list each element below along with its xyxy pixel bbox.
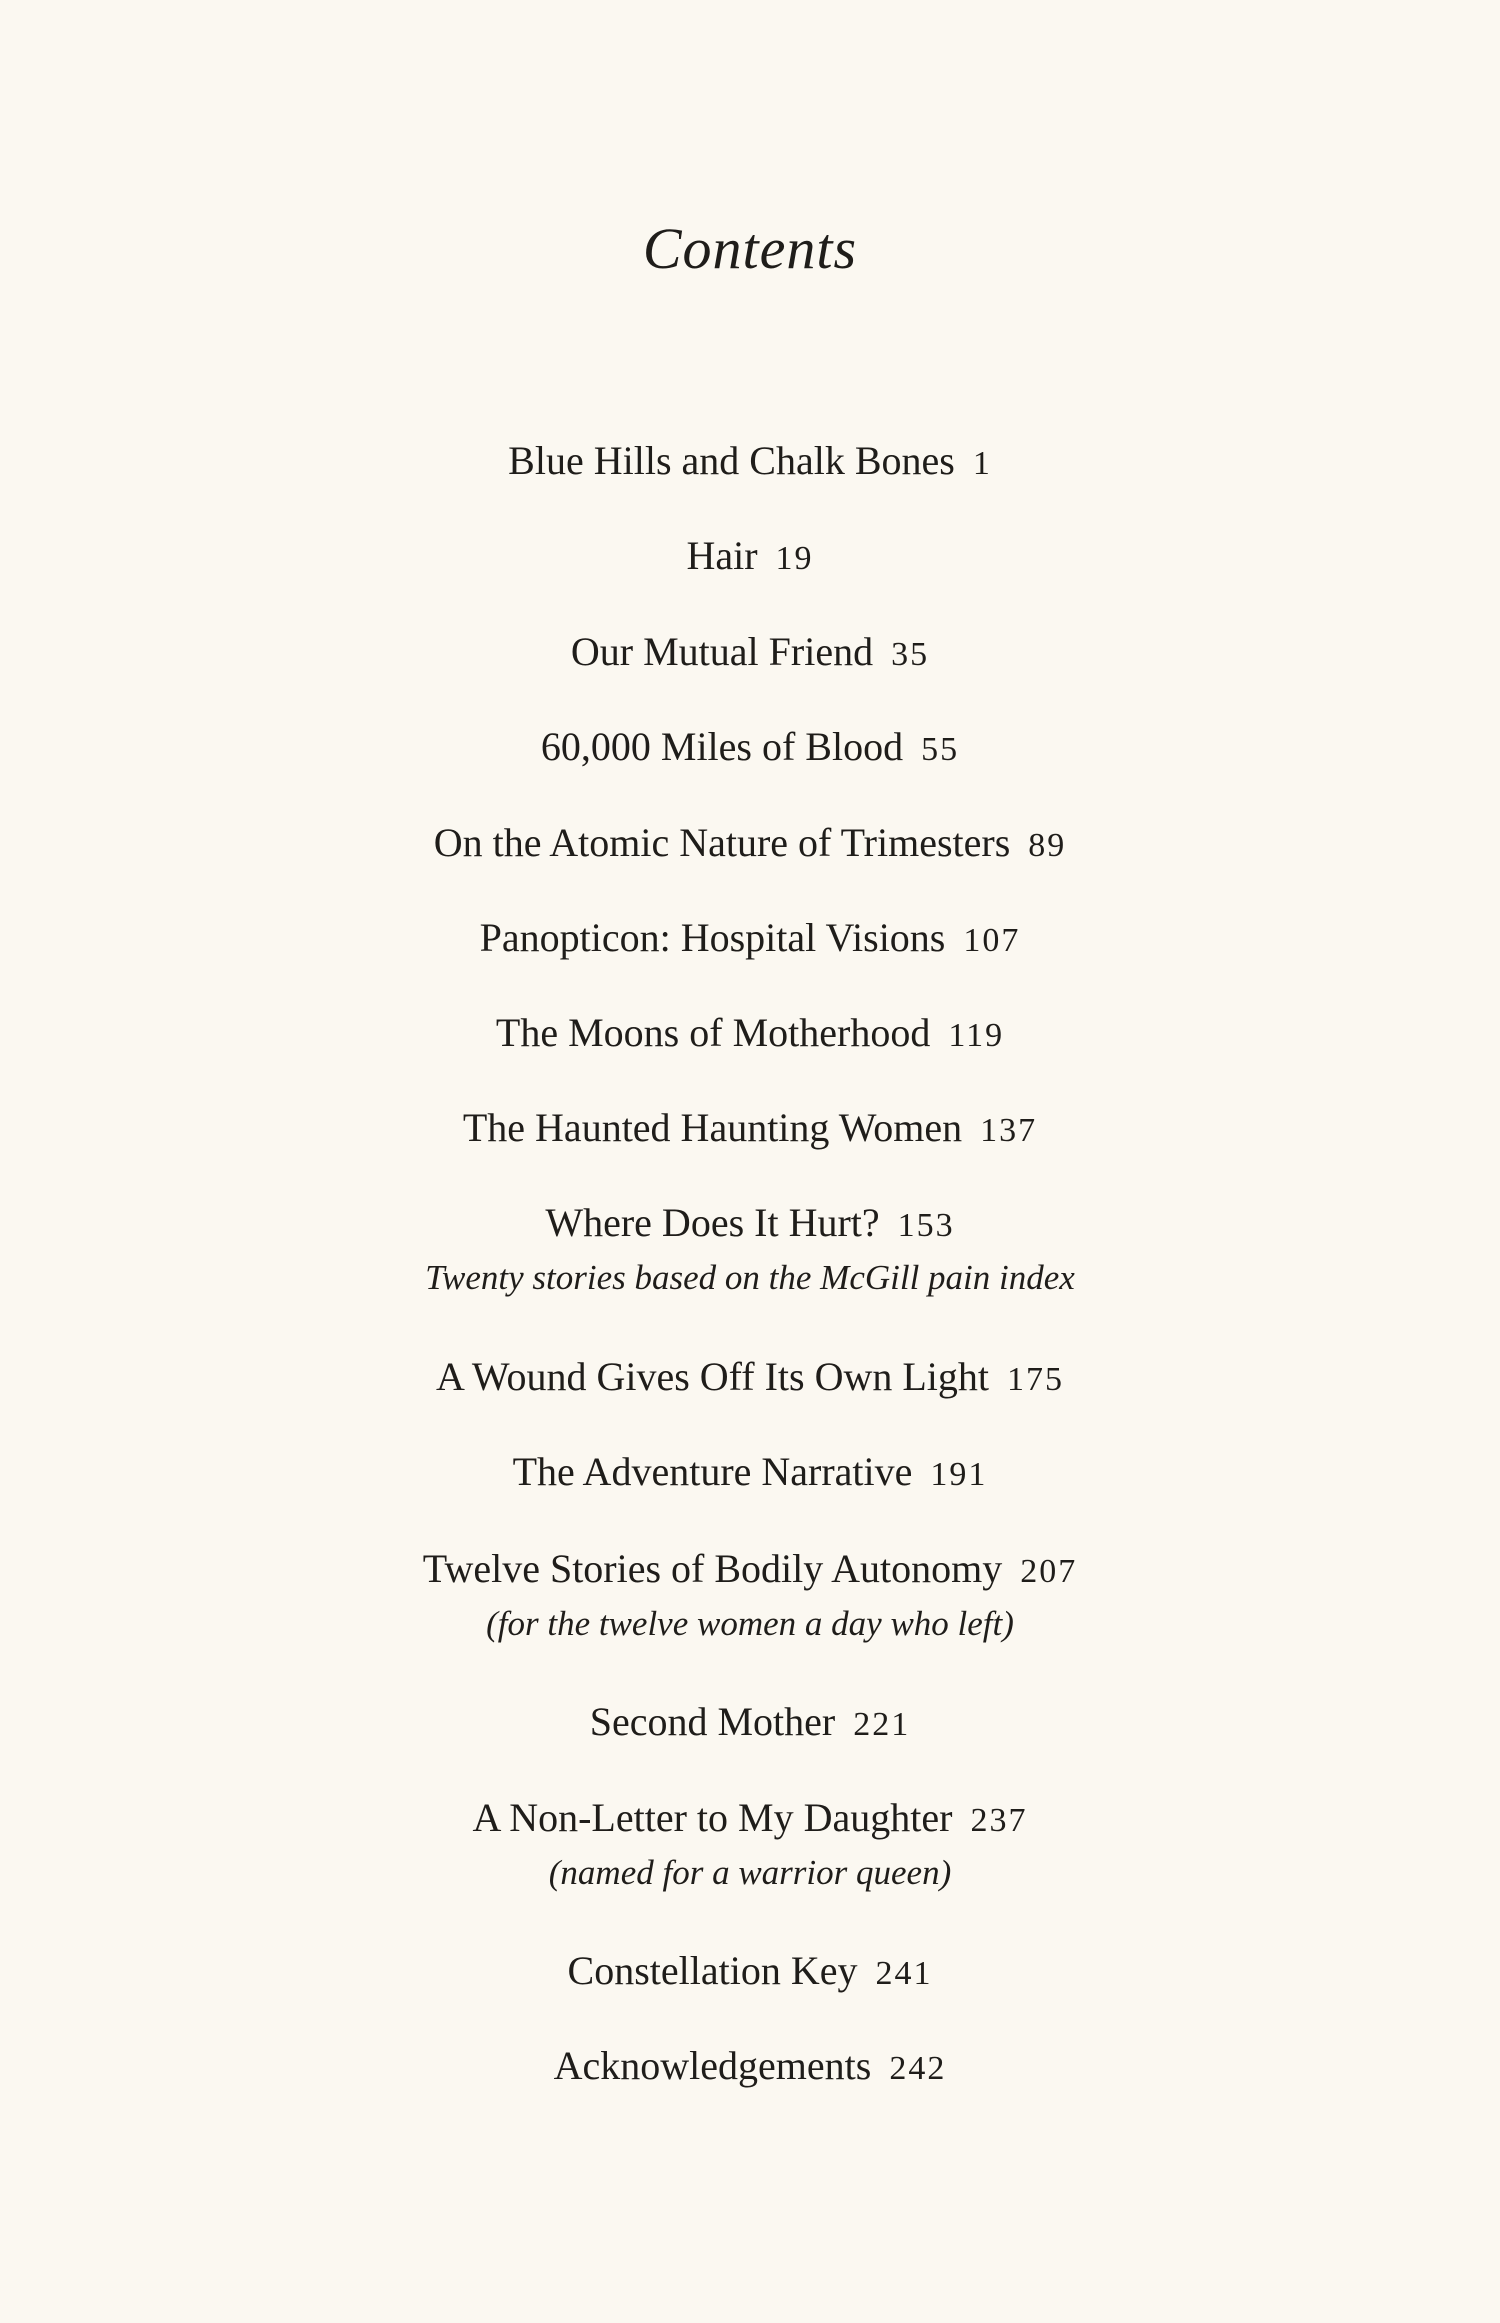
toc-entry-title: Acknowledgements — [553, 2043, 872, 2088]
toc-entry-page: 191 — [930, 1456, 988, 1493]
toc-entry-line — [0, 1446, 1500, 1501]
toc-entry-page: 237 — [970, 1802, 1028, 1839]
toc-entry-line — [0, 1696, 1500, 1751]
toc-entry-page: 55 — [921, 731, 960, 768]
toc-entry — [0, 1197, 1500, 1300]
toc-entry-line — [0, 1197, 1500, 1252]
toc-entry-page: 89 — [1028, 827, 1067, 864]
toc-entry-title: The Moons of Motherhood — [495, 1010, 931, 1055]
toc-entry-page: 35 — [891, 636, 930, 673]
toc-entry — [0, 912, 1500, 967]
toc-entry-page: 119 — [948, 1017, 1005, 1054]
toc-entry-line — [0, 1945, 1500, 2000]
toc-entry — [0, 1792, 1500, 1895]
toc-entry-page: 175 — [1007, 1361, 1065, 1398]
toc-entry-title: Blue Hills and Chalk Bones — [508, 438, 955, 483]
toc-entry — [0, 530, 1500, 585]
toc-entry — [0, 435, 1500, 490]
page-title: Contents — [642, 216, 858, 281]
toc-entry-title: The Haunted Haunting Women — [462, 1105, 963, 1150]
toc-entry-page: 153 — [897, 1207, 955, 1244]
toc-entry — [0, 1446, 1500, 1501]
toc-entry-line — [0, 626, 1500, 681]
toc-entry-line — [0, 435, 1500, 490]
toc-entry-title: Twelve Stories of Bodily Autonomy — [422, 1546, 1003, 1591]
toc-entry-page: 107 — [963, 922, 1021, 959]
toc-entry — [0, 721, 1500, 776]
toc-entry-line — [0, 530, 1500, 585]
toc-entry — [0, 1543, 1500, 1646]
toc-entry-title: Panopticon: Hospital Visions — [479, 915, 946, 960]
toc-entry — [0, 1351, 1500, 1406]
toc-entry-page: 221 — [853, 1706, 911, 1743]
toc-entry — [0, 1007, 1500, 1062]
toc-entry — [0, 1696, 1500, 1751]
toc-entry-line — [0, 721, 1500, 776]
toc-entry — [0, 1102, 1500, 1157]
toc-entry-line — [0, 1351, 1500, 1406]
toc-entry-title: On the Atomic Nature of Trimesters — [433, 820, 1011, 865]
toc-entry-title: 60,000 Miles of Blood — [540, 724, 904, 769]
toc-entry-subtitle: (for the twelve women a day who left) — [486, 1604, 1014, 1643]
toc-entry-line — [0, 912, 1500, 967]
toc-entry-page: 207 — [1020, 1553, 1078, 1590]
toc-entry — [0, 1945, 1500, 2000]
toc-entry-line — [0, 1007, 1500, 1062]
toc-entry-line — [0, 1543, 1500, 1598]
toc-entry-title: The Adventure Narrative — [512, 1449, 913, 1494]
toc-entry-title: Second Mother — [589, 1699, 836, 1744]
toc-entry-title: A Non-Letter to My Daughter — [472, 1795, 953, 1840]
toc-entry-line — [0, 1102, 1500, 1157]
toc-entry — [0, 626, 1500, 681]
toc-entry-page: 241 — [875, 1955, 933, 1992]
toc-entry-subtitle: (named for a warrior queen) — [548, 1853, 952, 1892]
toc-entry-line — [0, 1792, 1500, 1847]
toc-entry-line — [0, 2040, 1500, 2095]
toc-entry-title: Where Does It Hurt? — [545, 1200, 880, 1245]
toc-entry-page: 1 — [972, 445, 992, 482]
toc-entry — [0, 2040, 1500, 2095]
toc-entry-page: 19 — [775, 540, 814, 577]
toc-entry-title: Hair — [686, 533, 758, 578]
toc-entry-page: 242 — [889, 2050, 947, 2087]
toc-entry-title: Constellation Key — [567, 1948, 858, 1993]
toc-entry-line — [0, 817, 1500, 872]
toc-entry-title: Our Mutual Friend — [570, 629, 874, 674]
toc-entry-page: 137 — [980, 1112, 1038, 1149]
toc-entry-subtitle: Twenty stories based on the McGill pain index — [425, 1258, 1075, 1297]
toc-entry — [0, 817, 1500, 872]
toc-entry-title: A Wound Gives Off Its Own Light — [435, 1354, 990, 1399]
